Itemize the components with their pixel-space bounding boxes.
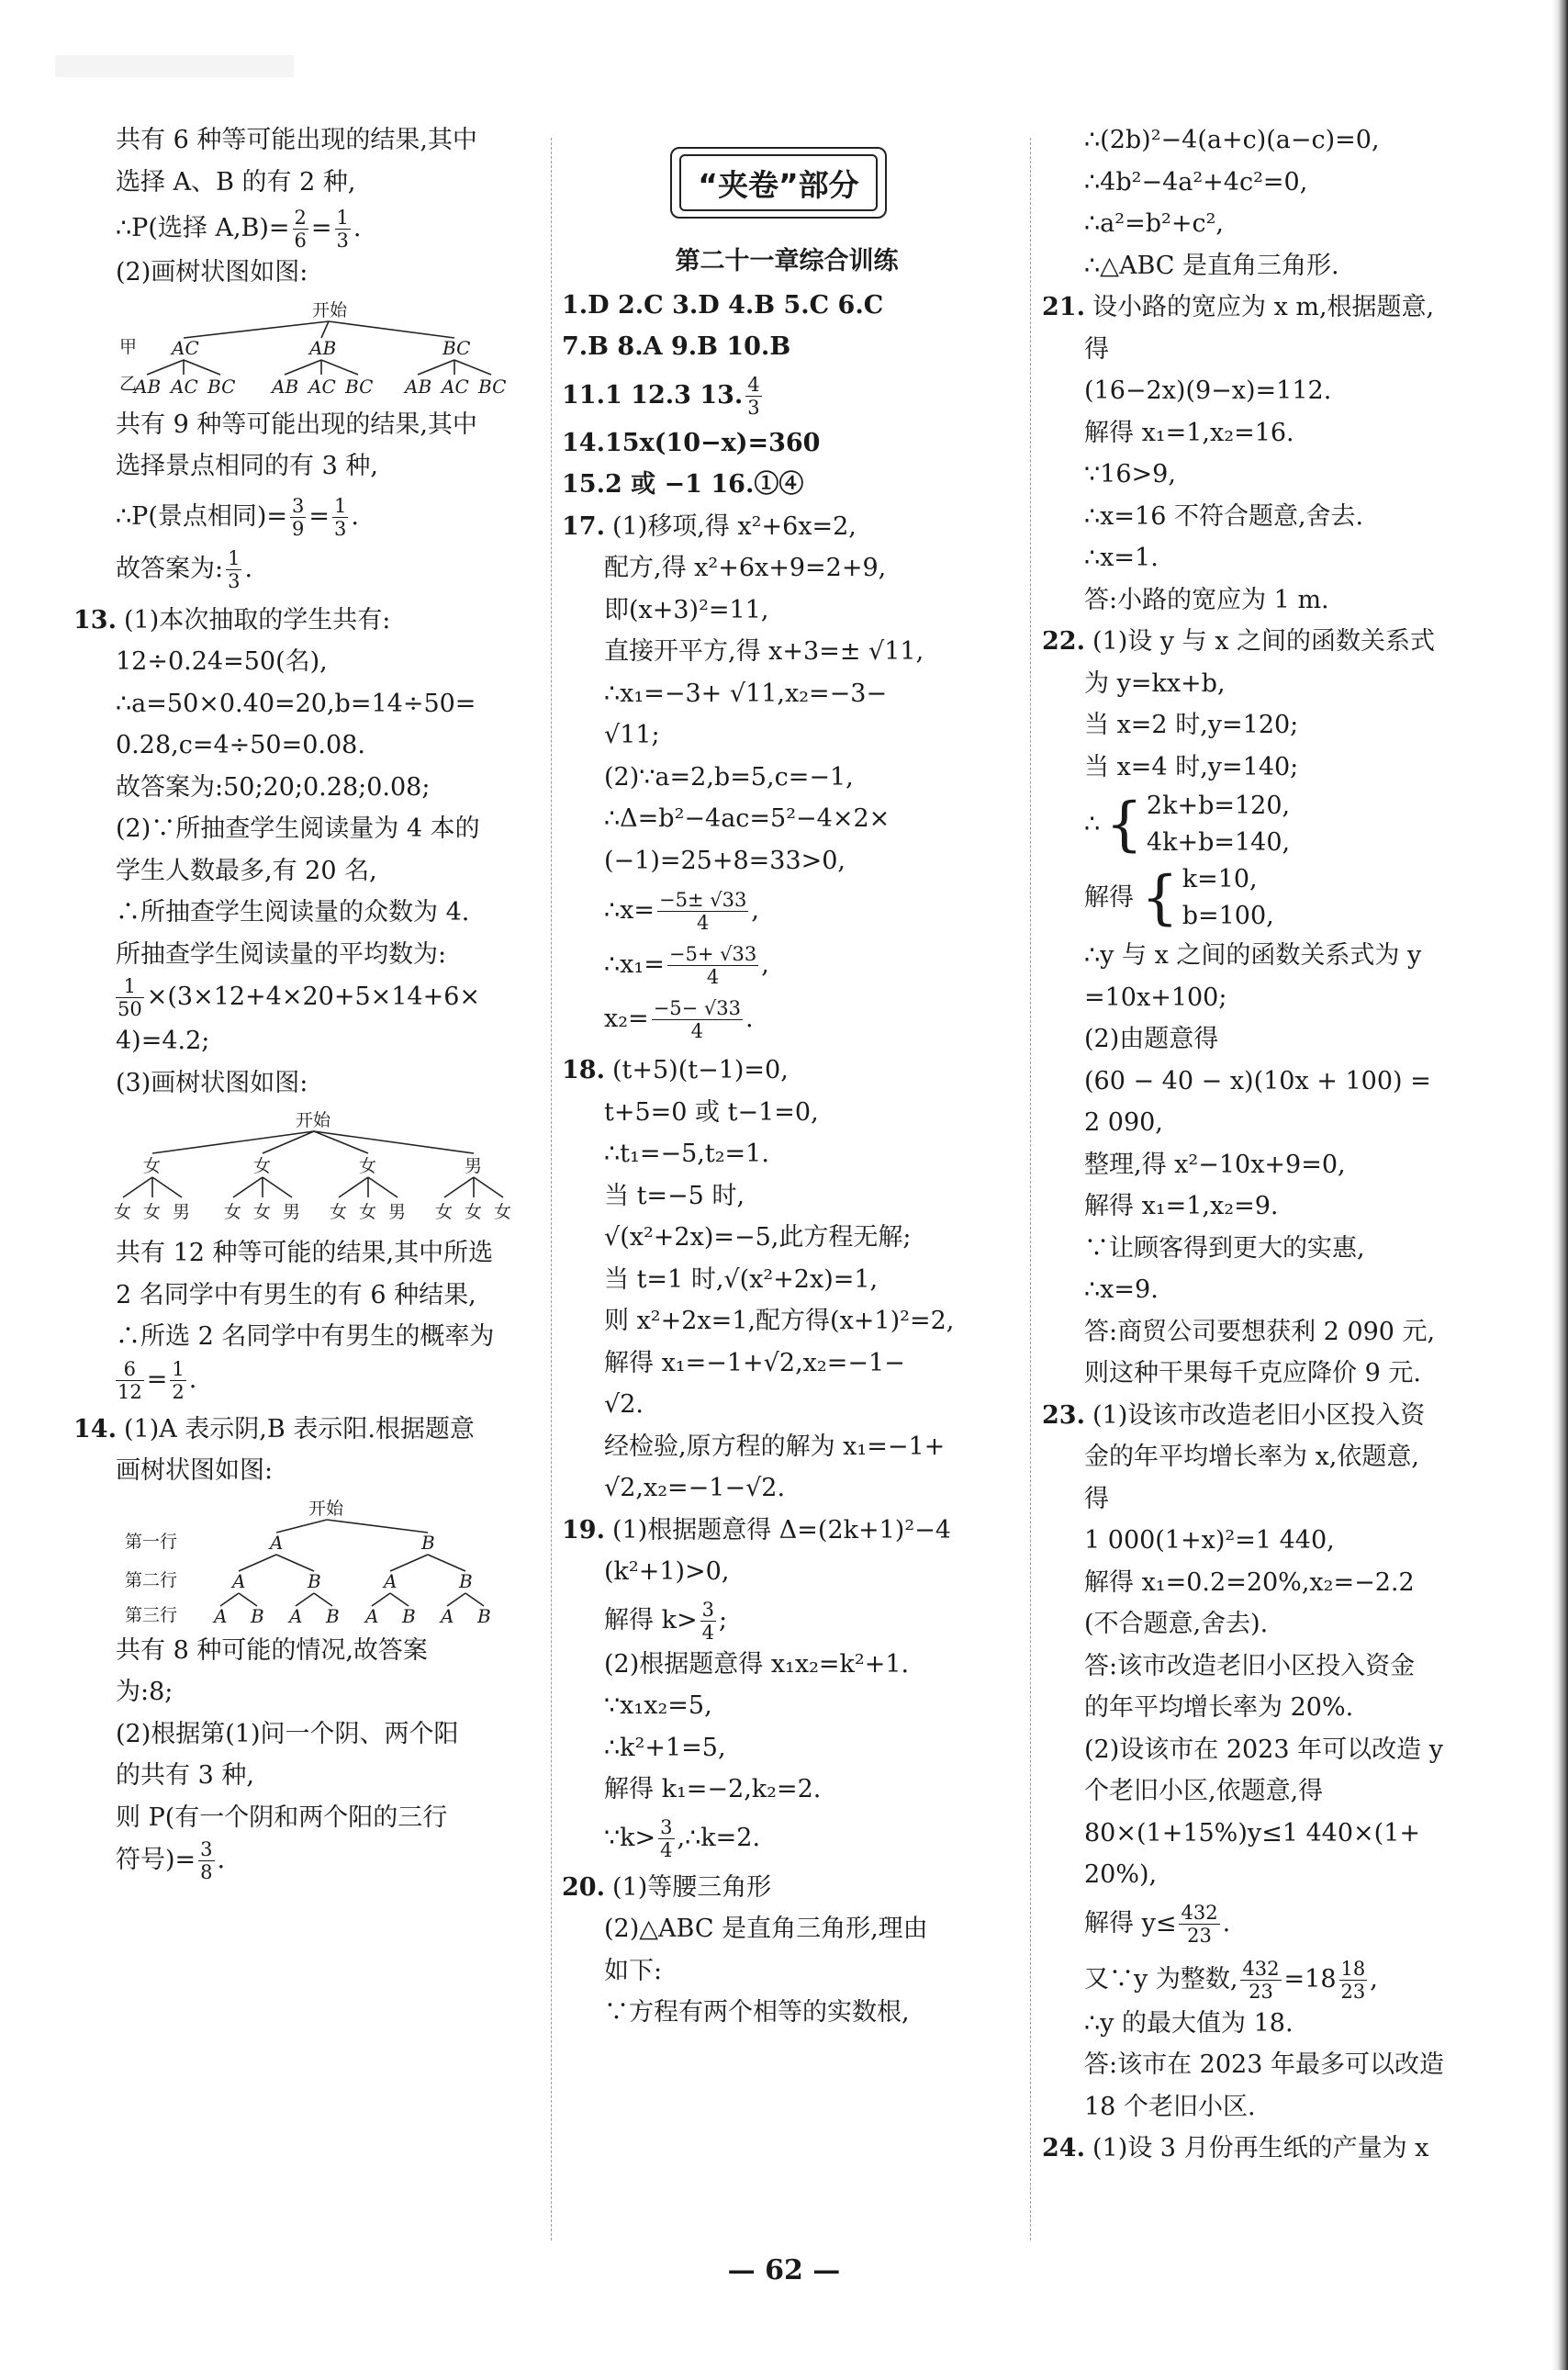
text-line: 共有 12 种等可能的结果,其中所选 [116, 1239, 494, 1267]
text-line: 4)=4.2; [116, 1027, 210, 1055]
text-line: (−1)=25+8=33>0, [604, 846, 846, 875]
text-line: 的年平均增长率为 20%. [1084, 1693, 1354, 1722]
text-line: 当 x=2 时,y=120; [1084, 711, 1299, 739]
column-divider-right [1030, 138, 1031, 2241]
tree-leaf: AC [442, 375, 469, 398]
tree-row-label: 第二行 [125, 1569, 178, 1590]
tree-leaf: BC [478, 375, 507, 398]
question-number: 13. [73, 605, 117, 635]
tree-start: 开始 [296, 1110, 331, 1130]
text-line: ∴所抽查学生阅读量的众数为 4. [116, 898, 470, 927]
text-line: (2)画树状图如图: [116, 258, 308, 286]
text-line: 得 [1084, 334, 1109, 364]
page-edge-shadow [1551, 0, 1568, 2370]
text-line: (2)∵a=2,b=5,c=−1, [604, 762, 854, 792]
text-line: ∵让顾客得到更大的实惠, [1084, 1233, 1365, 1263]
text-line: (60 − 40 − x)(10x + 100) = [1084, 1066, 1431, 1095]
tree-row-label: 第一行 [125, 1531, 178, 1552]
answer-row: 1.D 2.C 3.D 4.B 5.C 6.C [562, 290, 884, 320]
text-line: ∴y 与 x 之间的函数关系式为 y [1084, 941, 1422, 970]
tree-leaf: 男 [173, 1202, 191, 1222]
text-line: 画树状图如图: [116, 1456, 274, 1485]
tree-node: B [308, 1569, 321, 1592]
text-line: √(x²+2x)=−5,此方程无解; [604, 1223, 912, 1252]
tree-row-label: 第三行 [125, 1604, 178, 1625]
tree-leaf: B [402, 1604, 416, 1627]
tree-label-jia: 甲 [119, 336, 138, 357]
question-22: 22. (1)设 y 与 x 之间的函数关系式 [1042, 627, 1436, 656]
text-line: (2)∵所抽查学生阅读量为 4 本的 [116, 814, 480, 843]
tree-node: AC [172, 336, 199, 359]
tree-diagram-1 [119, 298, 578, 399]
average-line: $\frac{1}{50}$ ×(3×12+4×20+5×14+6× [118, 975, 481, 1020]
formula-line: ∴x₁= $\frac{-5+ √33}{4}$ , [604, 943, 769, 988]
tree-leaf: BC [207, 375, 236, 398]
answer-row: 11.1 12.3 13. $\frac{4}{3}$ [562, 373, 760, 419]
tree-node: B [459, 1569, 473, 1592]
tree-node: 女 [143, 1156, 162, 1176]
text-line: 则 x²+2x=1,配方得(x+1)²=2, [604, 1307, 955, 1335]
text-line: 配方,得 x²+6x+9=2+9, [604, 554, 887, 582]
text-line: 答:该市在 2023 年最多可以改造 [1084, 2050, 1444, 2079]
formula-line: 解得 y≤ $\frac{432}{23}$ . [1084, 1901, 1231, 1947]
probability-line: ∴P(选择 A,B)= $\frac{2}{6}$ = $\frac{1}{3}$ . [116, 207, 362, 252]
tree-node: A [232, 1569, 246, 1592]
text-line: 则这种干果每千克应降价 9 元. [1084, 1359, 1421, 1387]
text-line: 为 y=kx+b, [1084, 668, 1226, 698]
text-line: 得 [1084, 1484, 1109, 1513]
text-line: 80×(1+15%)y≤1 440×(1+ [1084, 1818, 1420, 1848]
question-17: 17. (1)移项,得 x²+6x=2, [562, 511, 857, 541]
question-number: 20. [562, 1872, 605, 1902]
text-line: ∴a=50×0.40=20,b=14÷50= [116, 689, 476, 718]
text-line: 故答案为:50;20;0.28;0.08; [116, 772, 431, 802]
question-number: 21. [1042, 293, 1085, 321]
text-line: √2. [604, 1390, 644, 1419]
text-line: 当 x=4 时,y=140; [1084, 752, 1299, 781]
text-line: 则 P(有一个阴和两个阳的三行 [116, 1803, 448, 1832]
text-line: t+5=0 或 t−1=0, [604, 1097, 819, 1127]
tree-node: AB [309, 336, 337, 359]
solution-system: 解得 { k=10, b=100, [1084, 864, 1274, 932]
question-23: 23. (1)设该市改造老旧小区投入资 [1042, 1400, 1426, 1430]
tree-leaf: AB [134, 375, 162, 398]
text-line: (2)△ABC 是直角三角形,理由 [604, 1915, 928, 1943]
question-20: 20. (1)等腰三角形 [562, 1872, 772, 1902]
text-line: 1 000(1+x)²=1 440, [1084, 1526, 1335, 1555]
text-line: ∴所选 2 名同学中有男生的概率为 [116, 1322, 495, 1351]
tree-diagram-3 [125, 1496, 566, 1627]
text-line: 金的年平均增长率为 x,依题意, [1084, 1443, 1419, 1471]
text-line: 选择 A、B 的有 2 种, [116, 167, 356, 197]
tree-diagram-2 [116, 1107, 556, 1227]
question-19: 19. (1)根据题意得 Δ=(2k+1)²−4 [562, 1515, 951, 1544]
tree-leaf: 男 [388, 1202, 407, 1222]
text-line: (16−2x)(9−x)=112. [1084, 376, 1332, 405]
tree-node: BC [442, 336, 471, 359]
formula-line: x₂= $\frac{-5- √33}{4}$ . [604, 997, 754, 1042]
tree-node: 男 [465, 1156, 483, 1176]
text-line: 解得 k₁=−2,k₂=2. [604, 1775, 822, 1803]
tree-leaf: AB [405, 375, 432, 398]
equation-system: ∴ { 2k+b=120, 4k+b=140, [1084, 791, 1291, 859]
text-line: (k²+1)>0, [604, 1557, 730, 1586]
tree-node: 女 [359, 1156, 377, 1176]
text-line: ∴y 的最大值为 18. [1084, 2008, 1294, 2038]
text-line: 答:商贸公司要想获利 2 090 元, [1084, 1317, 1436, 1346]
text-line: 2 名同学中有男生的有 6 种结果, [116, 1280, 476, 1309]
tree-leaf: A [441, 1604, 454, 1627]
text-line: ∴x₁=−3+ √11,x₂=−3− [604, 679, 888, 708]
tree-label-yi: 乙 [119, 373, 138, 394]
tree-leaf: 女 [435, 1202, 454, 1222]
text-line: ∴x=1. [1084, 544, 1159, 572]
text-line: (3)画树状图如图: [116, 1068, 308, 1097]
tree-leaf: B [477, 1604, 491, 1627]
tree-leaf: A [365, 1604, 379, 1627]
question-21: 21. 设小路的宽应为 x m,根据题意, [1042, 293, 1435, 321]
question-number: 19. [562, 1515, 605, 1544]
formula-line: ∵k> $\frac{3}{4}$ ,∴k=2. [604, 1815, 761, 1861]
tree-leaf: AC [171, 375, 198, 398]
text-line: ∴(2b)²−4(a+c)(a−c)=0, [1084, 126, 1380, 154]
text-line: 学生人数最多,有 20 名, [116, 856, 377, 885]
text-line: (2)根据第(1)问一个阴、两个阳 [116, 1719, 459, 1748]
tree-node: 女 [253, 1156, 272, 1176]
text-line: ∴x=9. [1084, 1275, 1159, 1304]
tree-leaf: 男 [283, 1202, 301, 1222]
question-number: 22. [1042, 627, 1085, 656]
text-line: (2)设该市在 2023 年可以改造 y [1084, 1735, 1443, 1764]
answer-row: 14.15x(10−x)=360 [562, 428, 821, 457]
text-line: 20%), [1084, 1860, 1158, 1889]
text-line: 直接开平方,得 x+3=± √11, [604, 637, 924, 666]
tree-start: 开始 [308, 1498, 344, 1519]
text-line: 当 t=−5 时, [604, 1181, 745, 1210]
tree-leaf: AC [308, 375, 336, 398]
tree-node: A [270, 1531, 284, 1554]
probability-line: ∴P(景点相同)= $\frac{3}{9}$ = $\frac{1}{3}$ . [116, 494, 360, 540]
text-line: 2 090, [1084, 1108, 1163, 1137]
tree-leaf: 女 [494, 1202, 512, 1222]
probability-line: $\frac{6}{12}$ = $\frac{1}{2}$ . [118, 1357, 197, 1403]
text-line: 18 个老旧小区. [1084, 2092, 1256, 2121]
text-line: 当 t=1 时,√(x²+2x)=1, [604, 1264, 879, 1294]
tree-node: B [421, 1531, 435, 1554]
text-line: ∵16>9, [1084, 460, 1176, 489]
tree-leaf: A [289, 1604, 303, 1627]
column-1 [73, 119, 532, 1883]
scan-smudge [55, 55, 294, 77]
tree-leaf: 女 [143, 1202, 162, 1222]
tree-leaf: BC [345, 375, 374, 398]
text-line: =10x+100; [1084, 983, 1227, 1012]
column-3 [1042, 119, 1510, 2170]
tree-leaf: 女 [253, 1202, 272, 1222]
text-line: 为:8; [116, 1678, 174, 1706]
text-line: ∵x₁x₂=5, [604, 1691, 712, 1720]
question-18: 18. (t+5)(t−1)=0, [562, 1056, 789, 1084]
header-title: “夹卷”部分 [679, 154, 878, 211]
tree-leaf: 女 [465, 1202, 483, 1222]
question-number: 17. [562, 511, 605, 541]
tree-leaf: B [326, 1604, 340, 1627]
text-line: 个老旧小区,依题意,得 [1084, 1777, 1324, 1805]
question-14: 14. (1)A 表示阴,B 表示阳.根据题意 [73, 1414, 475, 1443]
tree-leaf: A [214, 1604, 228, 1627]
question-number: 23. [1042, 1400, 1085, 1430]
text-line: 答:该市改造老旧小区投入资金 [1084, 1651, 1416, 1680]
chapter-title: 第二十一章综合训练 [675, 247, 899, 275]
text-line: ∴k²+1=5, [604, 1733, 726, 1762]
question-number: 24. [1042, 2134, 1085, 2162]
question-13: 13. (1)本次抽取的学生共有: [73, 605, 391, 635]
text-line: 解得 x₁=−1+√2,x₂=−1− [604, 1348, 905, 1377]
text-line: 经检验,原方程的解为 x₁=−1+ [604, 1432, 946, 1461]
text-line: ∴Δ=b²−4ac=5²−4×2× [604, 804, 890, 833]
text-line: 答:小路的宽应为 1 m. [1084, 585, 1329, 614]
column-2 [562, 241, 1012, 2034]
text-line: 即(x+3)²=11, [604, 595, 769, 624]
formula-line: ∴x= $\frac{-5\pm √33}{4}$ , [604, 889, 759, 934]
question-number: 14. [73, 1414, 117, 1443]
page-number: — 62 — [727, 2254, 841, 2286]
tree-leaf: 女 [330, 1202, 348, 1222]
tree-leaf: 女 [114, 1202, 132, 1222]
tree-start: 开始 [312, 299, 348, 320]
text-line: √2,x₂=−1−√2. [604, 1474, 786, 1502]
text-line: ∴4b²−4a²+4c²=0, [1084, 167, 1308, 197]
tree-leaf: 女 [359, 1202, 377, 1222]
text-line: 解得 x₁=1,x₂=9. [1084, 1192, 1279, 1220]
tree-leaf: 女 [224, 1202, 242, 1222]
text-line: 选择景点相同的有 3 种, [116, 452, 378, 480]
text-line: 共有 8 种可能的情况,故答案 [116, 1635, 428, 1665]
text-line: 解得 x₁=0.2=20%,x₂=−2.2 [1084, 1567, 1415, 1597]
tree-leaf: AB [272, 375, 299, 398]
text-line: 12÷0.24=50(名), [116, 647, 328, 676]
formula-line: 又∵y 为整数, $\frac{432}{23}$ =18 $\frac{18}{23}$ , [1084, 1957, 1378, 2003]
text-line: 共有 6 种等可能出现的结果,其中 [116, 126, 477, 154]
text-line: 整理,得 x²−10x+9=0, [1084, 1150, 1346, 1179]
text-line: 所抽查学生阅读量的平均数为: [116, 939, 447, 969]
text-line: ∵方程有两个相等的实数根, [604, 1998, 910, 2027]
text-line: √11; [604, 721, 660, 749]
formula-line: 解得 k> $\frac{3}{4}$ ; [604, 1598, 728, 1644]
text-line: 的共有 3 种, [116, 1761, 254, 1790]
text-line: ∴t₁=−5,t₂=1. [604, 1140, 769, 1168]
text-line: ∴△ABC 是直角三角形. [1084, 251, 1339, 280]
text-line: 共有 9 种等可能出现的结果,其中 [116, 410, 477, 439]
answer-row: 7.B 8.A 9.B 10.B [562, 332, 791, 361]
question-24: 24. (1)设 3 月份再生纸的产量为 x [1042, 2134, 1429, 2162]
text-line: ∴x=16 不符合题意,舍去. [1084, 501, 1364, 531]
text-line: 如下: [604, 1956, 663, 1985]
question-number: 18. [562, 1056, 605, 1084]
section-header [670, 147, 887, 219]
text-line: (2)根据题意得 x₁x₂=k²+1. [604, 1649, 910, 1679]
text-line: 解得 x₁=1,x₂=16. [1084, 418, 1294, 447]
tree-node: A [384, 1569, 398, 1592]
text-line: (2)由题意得 [1084, 1025, 1219, 1053]
probability-line: 符号)= $\frac{3}{8}$ . [116, 1838, 226, 1883]
tree-leaf: B [251, 1604, 264, 1627]
text-line: (不合题意,舍去). [1084, 1610, 1269, 1638]
answer-row: 15.2 或 −1 16.①④ [562, 470, 804, 499]
text-line: 0.28,c=4÷50=0.08. [116, 731, 365, 759]
text-line: ∴a²=b²+c², [1084, 209, 1224, 238]
answer-line: 故答案为: $\frac{1}{3}$ . [116, 546, 253, 592]
